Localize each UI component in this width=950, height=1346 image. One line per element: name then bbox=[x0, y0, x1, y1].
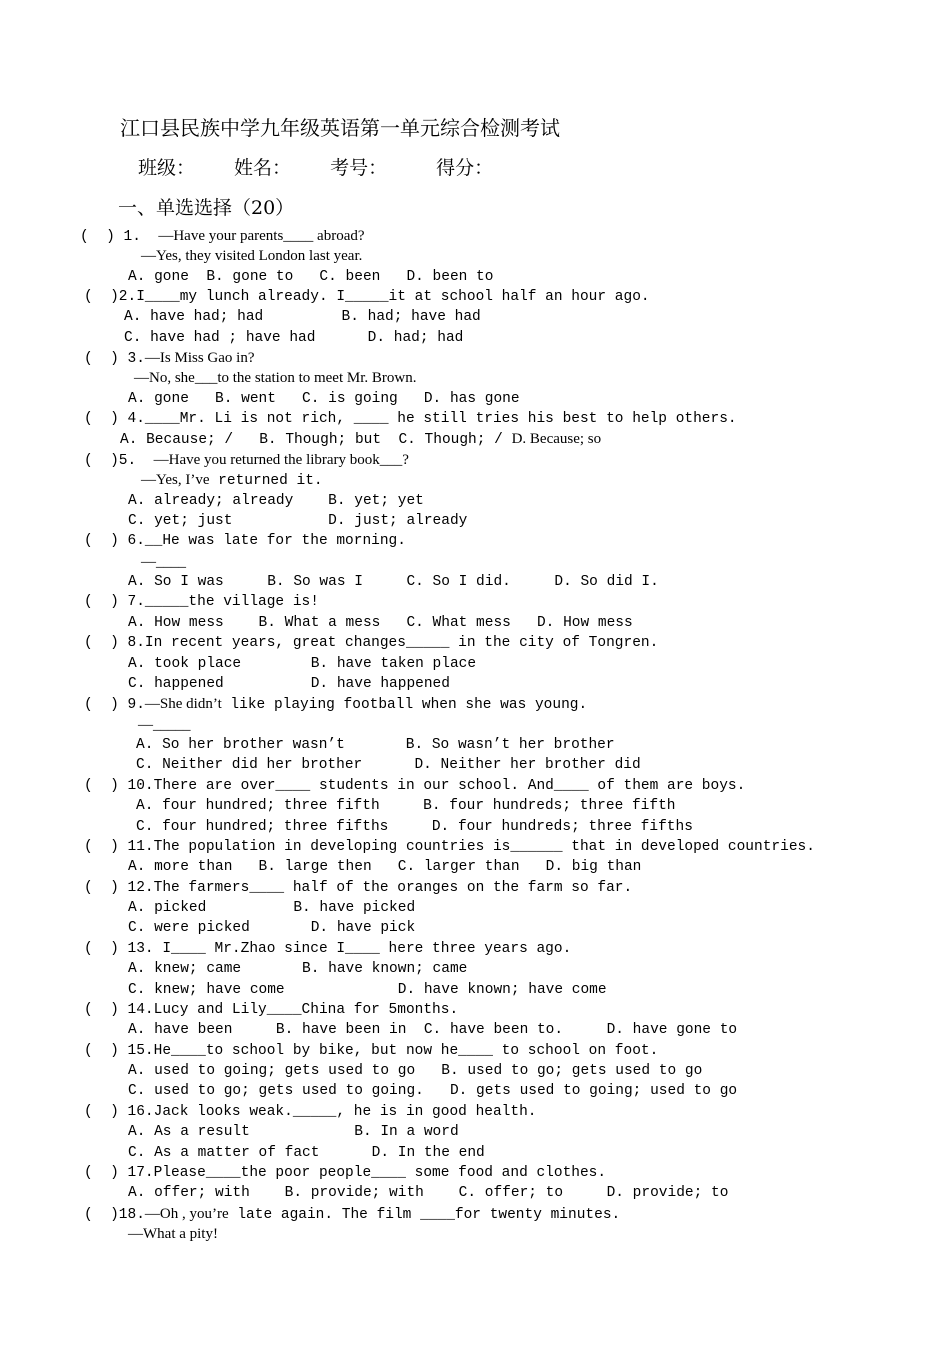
q12-options-1: A. picked B. have picked bbox=[128, 900, 416, 916]
q4-stem: ( ) 4.____Mr. Li is not rich, ____ he still tries his best to help others. bbox=[84, 411, 737, 427]
q17-options: A. offer; with B. provide; with C. offer; to D. provide; to bbox=[128, 1185, 729, 1201]
q7-stem: ( ) 7._____the village is! bbox=[84, 594, 319, 610]
q15-options-2: C. used to go; gets used to going. D. gets used to going; used to go bbox=[128, 1083, 738, 1099]
student-info-row bbox=[138, 153, 493, 180]
q2-options-2: C. have had ; have had D. had; had bbox=[124, 330, 464, 346]
q16-stem: ( ) 16.Jack looks weak._____, he is in good health. bbox=[84, 1104, 537, 1120]
q9-stem: ( ) 9.—She didn’t like playing football when she was young. bbox=[84, 696, 588, 713]
q6-reply: —____ bbox=[141, 554, 186, 570]
q9-options-2: C. Neither did her brother D. Neither her brother did bbox=[136, 757, 641, 773]
q13-options-2: C. knew; have come D. have known; have come bbox=[128, 982, 607, 998]
q17-stem: ( ) 17.Please____the poor people____ some food and clothes. bbox=[84, 1165, 607, 1181]
q4-options: A. Because; / B. Though; but C. Though; / D. Because; so bbox=[120, 431, 602, 448]
q5-options-2: C. yet; just D. just; already bbox=[128, 513, 468, 529]
section-heading: 一、单选选择（20） bbox=[118, 197, 295, 219]
q16-options-1: A. As a result B. In a word bbox=[128, 1124, 459, 1140]
q18-stem: ( )18.—Oh , you’re late again. The film ____for twenty minutes. bbox=[84, 1206, 621, 1223]
q6-options: A. So I was B. So was I C. So I did. D. So did I. bbox=[128, 574, 659, 590]
q15-stem: ( ) 15.He____to school by bike, but now he____ to school on foot. bbox=[84, 1043, 659, 1059]
q14-options: A. have been B. have been in C. have been to. D. have gone to bbox=[128, 1022, 738, 1038]
q9-reply: —_____ bbox=[138, 717, 191, 733]
q6-stem: ( ) 6.__He was late for the morning. bbox=[84, 533, 406, 549]
q3-reply: —No, she___to the station to meet Mr. Brown. bbox=[134, 370, 417, 386]
q8-options-1: A. took place B. have taken place bbox=[128, 656, 477, 672]
exam-number-label: 考号： bbox=[330, 157, 388, 179]
q8-stem: ( ) 8.In recent years, great changes_____ in the city of Tongren. bbox=[84, 635, 659, 651]
q5-stem: ( )5. —Have you returned the library book___? bbox=[84, 452, 409, 469]
q2-stem: ( )2.I____my lunch already. I_____it at school half an hour ago. bbox=[84, 289, 650, 305]
q8-options-2: C. happened D. have happened bbox=[128, 676, 450, 692]
q12-options-2: C. were picked D. have pick bbox=[128, 920, 416, 936]
exam-title: 江口县民族中学九年级英语第一单元综合检测考试 bbox=[120, 116, 560, 140]
score-label: 得分： bbox=[436, 157, 494, 179]
q1-stem: ( ) 1. —Have your parents____ abroad? bbox=[80, 228, 365, 245]
q12-stem: ( ) 12.The farmers____ half of the oranges on the farm so far. bbox=[84, 880, 633, 896]
q3-options: A. gone B. went C. is going D. has gone bbox=[128, 391, 520, 407]
q5-options-1: A. already; already B. yet; yet bbox=[128, 493, 424, 509]
q10-options-2: C. four hundred; three fifths D. four hundreds; three fifths bbox=[136, 819, 693, 835]
q10-stem: ( ) 10.There are over____ students in our school. And____ of them are boys. bbox=[84, 778, 746, 794]
q14-stem: ( ) 14.Lucy and Lily____China for 5months. bbox=[84, 1002, 459, 1018]
class-label: 班级： bbox=[138, 157, 196, 179]
q10-options-1: A. four hundred; three fifth B. four hundreds; three fifth bbox=[136, 798, 676, 814]
q16-options-2: C. As a matter of fact D. In the end bbox=[128, 1145, 485, 1161]
q18-reply: —What a pity! bbox=[128, 1226, 218, 1242]
q13-stem: ( ) 13. I____ Mr.Zhao since I____ here three years ago. bbox=[84, 941, 572, 957]
q11-stem: ( ) 11.The population in developing countries is______ that in developed countries. bbox=[84, 839, 815, 855]
q1-options: A. gone B. gone to C. been D. been to bbox=[128, 269, 494, 285]
q3-stem: ( ) 3.—Is Miss Gao in? bbox=[84, 350, 255, 367]
q7-options: A. How mess B. What a mess C. What mess D. How mess bbox=[128, 615, 633, 631]
q11-options: A. more than B. large then C. larger than D. big than bbox=[128, 859, 642, 875]
q1-reply: —Yes, they visited London last year. bbox=[141, 248, 363, 264]
q2-options-1: A. have had; had B. had; have had bbox=[124, 309, 481, 325]
q15-options-1: A. used to going; gets used to go B. used to go; gets used to go bbox=[128, 1063, 703, 1079]
q9-options-1: A. So her brother wasn’t B. So wasn’t her brother bbox=[136, 737, 615, 753]
q5-reply: —Yes, I’ve returned it. bbox=[141, 472, 323, 489]
q13-options-1: A. knew; came B. have known; came bbox=[128, 961, 468, 977]
name-label: 姓名： bbox=[234, 157, 292, 179]
